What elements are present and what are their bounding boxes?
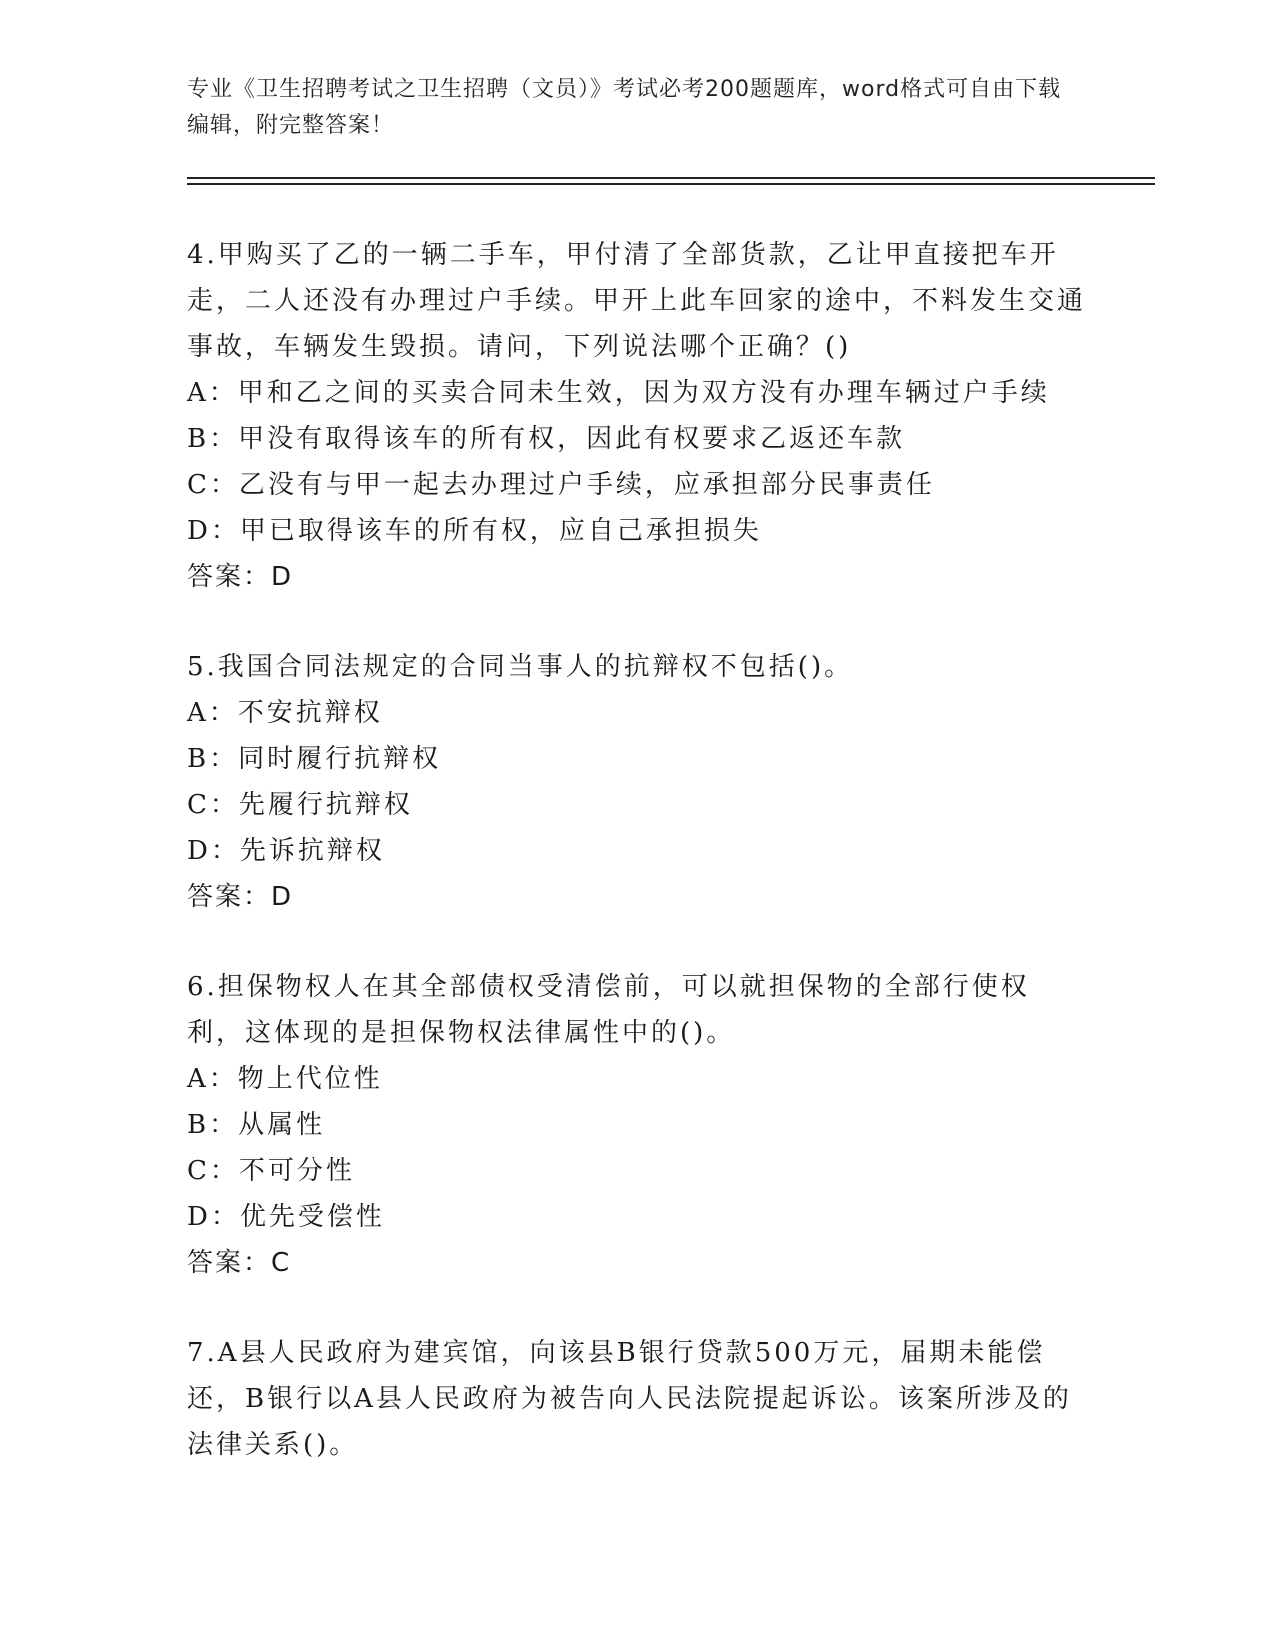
- question-5: [187, 644, 1087, 920]
- question-stem: 4.甲购买了乙的一辆二手车，甲付清了全部货款，乙让甲直接把车开走，二人还没有办理过户手续。甲开上此车回家的途中，不料发生交通事故，车辆发生毁损。请问，下列说法哪个正确？(): [187, 240, 1087, 362]
- option-a: A：物上代位性: [187, 1064, 383, 1094]
- option-a: A：不安抗辩权: [187, 698, 383, 728]
- answer-text: 答案：D: [187, 562, 294, 592]
- question-6: [187, 964, 1087, 1286]
- option-c: C：乙没有与甲一起去办理过户手续，应承担部分民事责任: [187, 470, 935, 500]
- question-stem: 6.担保物权人在其全部债权受清偿前，可以就担保物的全部行使权利，这体现的是担保物权法律属性中的()。: [187, 972, 1030, 1048]
- answer-text: 答案：D: [187, 882, 294, 912]
- option-b: B：从属性: [187, 1110, 326, 1140]
- option-c: C：先履行抗辩权: [187, 790, 413, 820]
- header-divider-bottom: [187, 183, 1155, 185]
- question-list: [187, 232, 1087, 1512]
- header-divider-top: [187, 177, 1155, 179]
- question-stem: 7.A县人民政府为建宾馆，向该县B银行贷款500万元，届期未能偿还，B银行以A县人民政府为被告向人民法院提起诉讼。该案所涉及的法律关系()。: [187, 1338, 1072, 1460]
- option-d: D：先诉抗辩权: [187, 836, 385, 866]
- question-stem: 5.我国合同法规定的合同当事人的抗辩权不包括()。: [187, 652, 854, 682]
- question-7: [187, 1330, 1087, 1468]
- question-4: [187, 232, 1087, 600]
- answer-text: 答案：C: [187, 1248, 292, 1278]
- option-b: B：同时履行抗辩权: [187, 744, 442, 774]
- option-d: D：优先受偿性: [187, 1202, 385, 1232]
- option-c: C：不可分性: [187, 1156, 355, 1186]
- header-title: 专业《卫生招聘考试之卫生招聘（文员）》考试必考200题题库，word格式可自由下载编辑，附完整答案！: [187, 77, 1062, 138]
- option-b: B：甲没有取得该车的所有权，因此有权要求乙返还车款: [187, 424, 906, 454]
- option-a: A：甲和乙之间的买卖合同未生效，因为双方没有办理车辆过户手续: [187, 378, 1050, 408]
- option-d: D：甲已取得该车的所有权，应自己承担损失: [187, 516, 762, 546]
- document-header: [187, 72, 1067, 144]
